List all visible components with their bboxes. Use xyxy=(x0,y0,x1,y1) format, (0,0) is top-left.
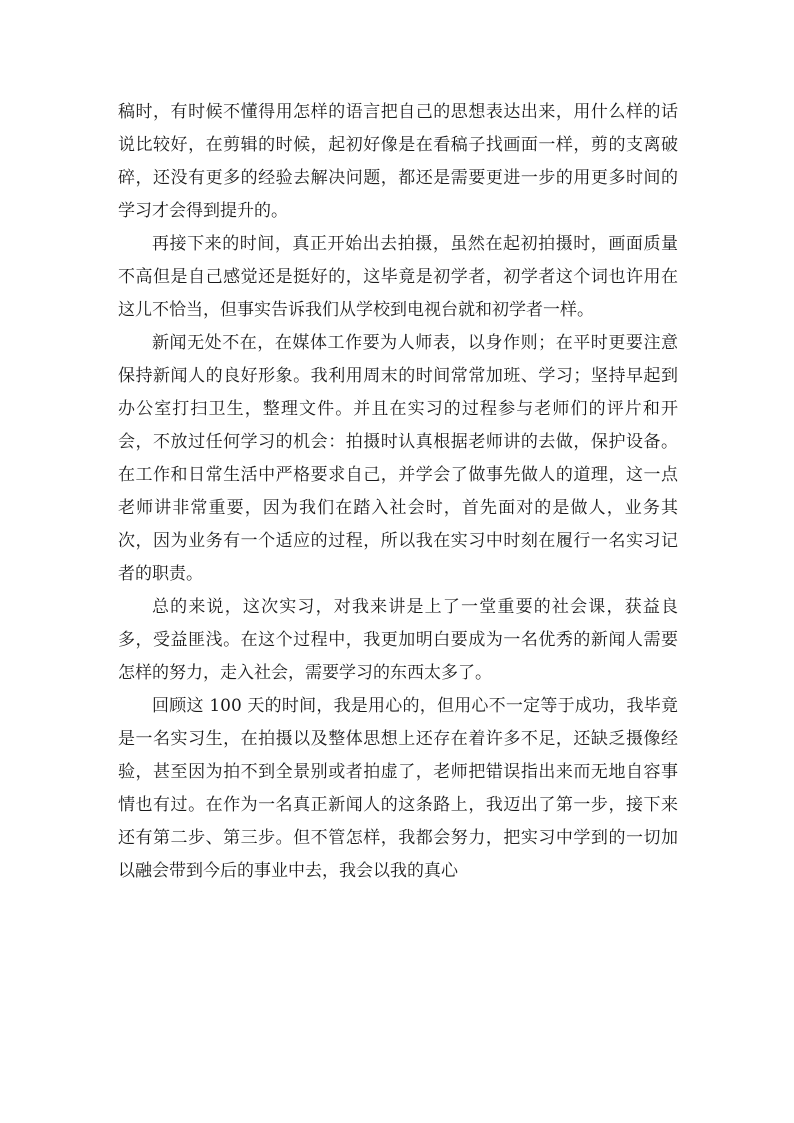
document-body xyxy=(118,96,678,888)
paragraph-news-work: 新闻无处不在，在媒体工作要为人师表，以身作则；在平时更要注意保持新闻人的良好形象。我利用周末的时间常常加班、学习；坚持早起到办公室打扫卫生，整理文件。并且在实习的过程参与老师们的评片和开会，不放过任何学习的机会：拍摄时认真根据老师讲的去做，保护设备。在工作和日常生活中严格要求自己，并学会了做事先做人的道理，这一点老师讲非常重要，因为我们在踏入社会时，首先面对的是做人，业务其次，因为业务有一个适应的过程，所以我在实习中时刻在履行一名实习记者的职责。 xyxy=(118,333,678,584)
paragraph-review: 回顾这 100 天的时间，我是用心的，但用心不一定等于成功，我毕竟是一名实习生，在拍摄以及整体思想上还存在着许多不足，还缺乏摄像经验，甚至因为拍不到全景别或者拍虚了，老师把错误指出来而无地自容事情也有过。在作为一名真正新闻人的这条路上，我迈出了第一步，接下来还有第二步、第三步。但不管怎样，我都会努力，把实习中学到的一切加以融会带到今后的事业中去，我会以我的真心 xyxy=(118,696,678,881)
paragraph-continuation: 稿时，有时候不懂得用怎样的语言把自己的思想表达出来，用什么样的话说比较好，在剪辑的时候，起初好像是在看稿子找画面一样，剪的支离破碎，还没有更多的经验去解决问题，都还是需要更进一步的用更多时间的学习才会得到提升的。 xyxy=(118,102,678,221)
paragraph-filming: 再接下来的时间，真正开始出去拍摄，虽然在起初拍摄时，画面质量不高但是自己感觉还是挺好的，这毕竟是初学者，初学者这个词也许用在这儿不恰当，但事实告诉我们从学校到电视台就和初学者一样。 xyxy=(118,234,678,320)
paragraph-summary: 总的来说，这次实习，对我来讲是上了一堂重要的社会课，获益良多，受益匪浅。在这个过程中，我更加明白要成为一名优秀的新闻人需要怎样的努力，走入社会，需要学习的东西太多了。 xyxy=(118,597,678,683)
